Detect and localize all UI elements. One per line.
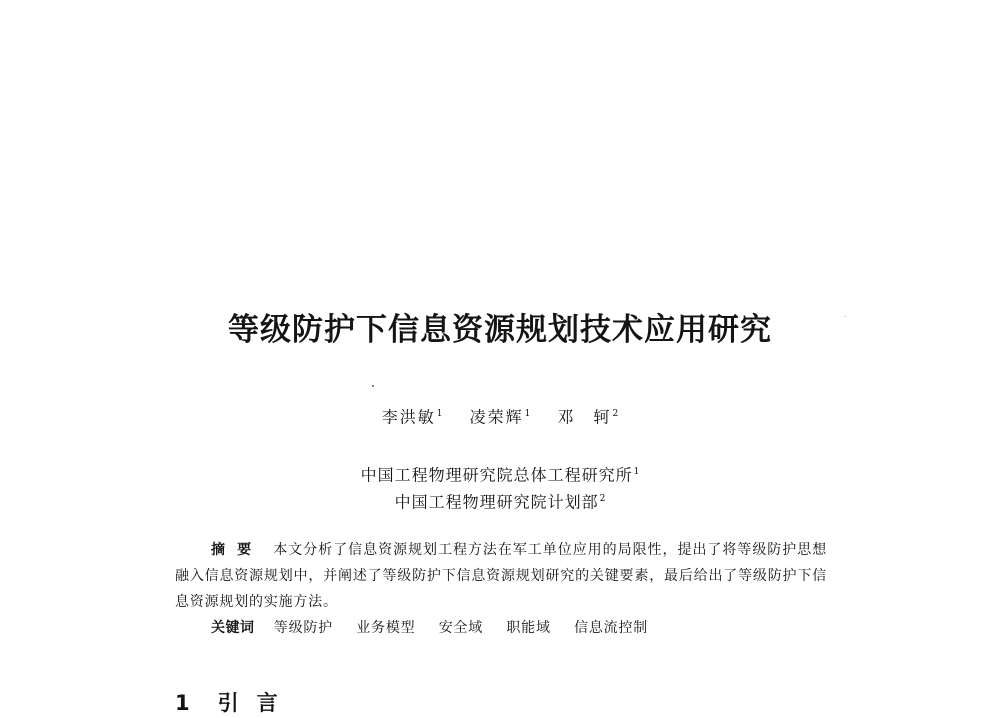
affiliation-mark: 1 [633, 467, 640, 477]
scan-speck [845, 316, 846, 317]
section-title: 引言 [217, 691, 296, 715]
affiliation-name: 中国工程物理研究院总体工程研究所 [360, 465, 633, 485]
author-list [0, 400, 1000, 431]
keyword: 职能域 [506, 620, 551, 636]
author-affiliation-mark: 1 [524, 409, 531, 419]
author-affiliation-mark: 2 [612, 409, 619, 419]
paper-title: 等级防护下信息资源规划技术应用研究 [228, 312, 772, 348]
keyword: 业务模型 [356, 620, 416, 636]
author-affiliation-mark: 1 [436, 409, 443, 419]
author-1 [382, 400, 443, 431]
abstract-label: 摘要 [211, 542, 264, 558]
section-number: 1 [175, 691, 192, 715]
author-name: 李洪敏 [381, 407, 436, 427]
keywords-label: 关键词 [211, 620, 255, 636]
affiliation-2 [0, 485, 1000, 516]
author-2 [470, 400, 531, 431]
keyword: 信息流控制 [574, 620, 649, 636]
author-3 [557, 400, 618, 431]
scan-speck [372, 385, 374, 387]
keyword: 安全域 [438, 620, 484, 636]
affiliation-mark: 2 [599, 494, 606, 504]
section-heading [175, 688, 296, 718]
abstract-text: 本文分析了信息资源规划工程方法在军工单位应用的局限性，提出了将等级防护思想融入信息资源规划中，并阐述了等级防护下信息资源规划研究的关键要素，最后给出了等级防护下信息资源规划的实施方法。 [175, 542, 827, 610]
author-name: 邓 轲 [557, 407, 612, 427]
affiliation-name: 中国工程物理研究院计划部 [394, 492, 599, 512]
keyword: 等级防护 [273, 620, 333, 636]
abstract [175, 537, 827, 615]
author-name: 凌荣辉 [469, 407, 524, 427]
keywords [211, 615, 831, 641]
